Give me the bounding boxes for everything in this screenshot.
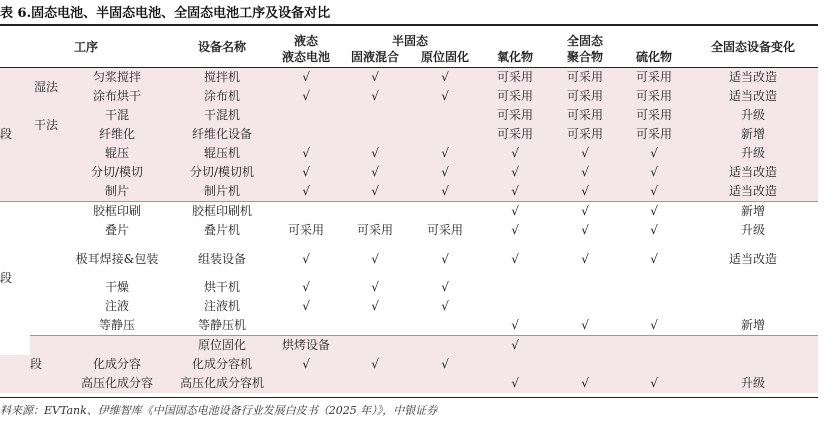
table-cell: √ bbox=[650, 251, 658, 266]
table-cell: √ bbox=[302, 299, 310, 313]
table-cell bbox=[620, 355, 688, 374]
header-change: 全固态设备变化 bbox=[711, 40, 796, 54]
table-cell: 化成分容机 bbox=[172, 355, 272, 374]
table-cell: √ bbox=[581, 318, 589, 332]
stage-back: 段 bbox=[30, 336, 62, 394]
table-cell bbox=[620, 278, 688, 297]
table-cell: 分切/模切机 bbox=[172, 163, 272, 182]
table-cell bbox=[480, 278, 550, 297]
method-empty bbox=[0, 374, 30, 393]
table-cell: 新增 bbox=[688, 125, 818, 144]
method-empty bbox=[30, 144, 62, 163]
table-cell: 匀浆搅拌 bbox=[62, 68, 172, 87]
top-rule bbox=[0, 24, 818, 26]
stage-front: 段 bbox=[0, 68, 30, 202]
header-allsolid-top: 全固态 bbox=[567, 34, 604, 48]
table-cell: √ bbox=[480, 144, 550, 163]
header-semi-mix: 固液混合 bbox=[351, 50, 400, 64]
table-cell: 涂布机 bbox=[172, 87, 272, 106]
table-cell: √ bbox=[340, 68, 410, 87]
table-cell: 可采用 bbox=[620, 68, 688, 87]
table-cell: 升级 bbox=[688, 106, 818, 125]
table-cell bbox=[340, 125, 410, 144]
table-cell: 叠片 bbox=[105, 223, 130, 237]
table-cell: √ bbox=[410, 355, 480, 374]
method-empty bbox=[0, 355, 30, 374]
table-cell bbox=[688, 278, 818, 297]
table-cell: 可采用 bbox=[357, 223, 394, 237]
table-cell: 制片机 bbox=[172, 182, 272, 202]
method-empty bbox=[30, 182, 62, 202]
method-wet: 湿法 bbox=[30, 68, 62, 106]
header-semi-insitu: 原位固化 bbox=[421, 50, 470, 64]
table-cell: 可采用 bbox=[288, 223, 325, 237]
table-cell bbox=[620, 297, 688, 316]
table-cell: √ bbox=[410, 87, 480, 106]
table-cell bbox=[410, 374, 480, 393]
header-liquid-top: 液态 bbox=[294, 34, 319, 48]
table-cell bbox=[410, 336, 480, 356]
stage-middle: 段 bbox=[0, 202, 30, 356]
table-cell: 胶框印刷 bbox=[62, 202, 172, 222]
table-cell: 干燥 bbox=[105, 280, 130, 294]
table-cell: 叠片机 bbox=[204, 223, 241, 237]
table-cell: √ bbox=[272, 163, 340, 182]
header-empty bbox=[620, 27, 688, 49]
table-cell: 纤维化设备 bbox=[172, 125, 272, 144]
table-cell: 搅拌机 bbox=[172, 68, 272, 87]
table-cell: √ bbox=[340, 144, 410, 163]
table-cell bbox=[688, 297, 818, 316]
table-cell bbox=[340, 202, 410, 222]
method-empty bbox=[30, 202, 62, 222]
table-cell bbox=[272, 106, 340, 125]
table-cell bbox=[480, 355, 550, 374]
table-cell bbox=[340, 336, 410, 356]
method-dry: 干法 bbox=[30, 106, 62, 144]
table-cell: √ bbox=[480, 163, 550, 182]
method-empty bbox=[30, 297, 62, 316]
table-cell: 可采用 bbox=[480, 125, 550, 144]
table-cell: √ bbox=[511, 318, 519, 332]
table-cell bbox=[550, 297, 620, 316]
table-cell: 干混 bbox=[62, 106, 172, 125]
table-cell: √ bbox=[441, 251, 449, 266]
method-empty bbox=[30, 163, 62, 182]
table-cell: √ bbox=[480, 202, 550, 222]
table-cell: √ bbox=[272, 68, 340, 87]
table-cell: √ bbox=[371, 251, 379, 266]
table-cell: √ bbox=[340, 87, 410, 106]
table-cell bbox=[410, 202, 480, 222]
table-cell bbox=[620, 336, 688, 356]
table-cell bbox=[340, 316, 410, 336]
table-cell bbox=[410, 106, 480, 125]
table-cell: √ bbox=[441, 280, 449, 294]
table-cell: √ bbox=[302, 280, 310, 294]
table-cell: 纤维化 bbox=[62, 125, 172, 144]
table-cell: √ bbox=[302, 251, 310, 266]
table-cell: √ bbox=[620, 144, 688, 163]
table-cell: 化成分容 bbox=[62, 355, 172, 374]
table-cell: 可采用 bbox=[480, 87, 550, 106]
table-cell: 等静压 bbox=[99, 318, 136, 332]
table-cell: √ bbox=[480, 182, 550, 202]
table-cell bbox=[550, 278, 620, 297]
method-empty bbox=[30, 240, 62, 278]
table-cell: 等静压机 bbox=[198, 318, 247, 332]
method-empty bbox=[30, 316, 62, 336]
table-cell: 可采用 bbox=[550, 87, 620, 106]
table-cell: √ bbox=[550, 144, 620, 163]
table-cell: 新增 bbox=[688, 202, 818, 222]
table-cell: 升级 bbox=[688, 144, 818, 163]
bottom-rule bbox=[0, 397, 818, 398]
table-cell: √ bbox=[340, 182, 410, 202]
table-cell: 适当改造 bbox=[729, 251, 778, 266]
table-cell: √ bbox=[410, 144, 480, 163]
table-cell: √ bbox=[480, 374, 550, 393]
table-cell bbox=[272, 125, 340, 144]
method-empty bbox=[62, 336, 172, 356]
table-cell bbox=[688, 336, 818, 356]
table-cell: 可采用 bbox=[550, 68, 620, 87]
table-cell: 适当改造 bbox=[688, 87, 818, 106]
table-cell: √ bbox=[581, 223, 589, 237]
table-cell: 可采用 bbox=[620, 87, 688, 106]
table-cell: 制片 bbox=[62, 182, 172, 202]
table-cell: 辊压 bbox=[62, 144, 172, 163]
table-cell: 可采用 bbox=[550, 106, 620, 125]
table-cell bbox=[550, 336, 620, 356]
table-cell: √ bbox=[272, 144, 340, 163]
table-cell: 可采用 bbox=[620, 125, 688, 144]
table-cell bbox=[688, 355, 818, 374]
table-cell: 注液机 bbox=[204, 299, 241, 313]
table-cell: √ bbox=[581, 251, 589, 266]
table-cell: 适当改造 bbox=[688, 163, 818, 182]
table-cell: √ bbox=[650, 318, 658, 332]
table-cell: √ bbox=[272, 182, 340, 202]
table-cell: 干混机 bbox=[172, 106, 272, 125]
table-cell: √ bbox=[410, 163, 480, 182]
table-cell bbox=[480, 297, 550, 316]
header-equipment: 设备名称 bbox=[198, 40, 247, 54]
header-semi-top: 半固态 bbox=[392, 34, 429, 48]
table-cell: 分切/模切 bbox=[62, 163, 172, 182]
table-cell: √ bbox=[272, 355, 340, 374]
table-cell: 可采用 bbox=[427, 223, 464, 237]
table-cell: 原位固化 bbox=[172, 336, 272, 356]
table-cell: 胶框印刷机 bbox=[172, 202, 272, 222]
table-cell: √ bbox=[511, 251, 519, 266]
table-cell: √ bbox=[410, 182, 480, 202]
table-cell bbox=[272, 202, 340, 222]
table-cell: √ bbox=[340, 163, 410, 182]
table-cell: √ bbox=[620, 182, 688, 202]
method-empty bbox=[30, 221, 62, 240]
source-note: 料来源：EVTank、伊维智库《中国固态电池设备行业发展白皮书（2025 年）》，中银证券 bbox=[0, 404, 438, 417]
table-cell: 可采用 bbox=[620, 106, 688, 125]
table-cell: √ bbox=[480, 336, 550, 356]
table-cell: 可采用 bbox=[480, 106, 550, 125]
table-cell: √ bbox=[620, 163, 688, 182]
header-oxide: 氧化物 bbox=[497, 50, 534, 64]
table-cell bbox=[340, 106, 410, 125]
table-cell: √ bbox=[550, 163, 620, 182]
table-cell: √ bbox=[620, 374, 688, 393]
table-cell: √ bbox=[550, 374, 620, 393]
table-cell: √ bbox=[511, 223, 519, 237]
table-cell: √ bbox=[340, 355, 410, 374]
table-cell: 适当改造 bbox=[688, 68, 818, 87]
table-cell: 烘烤设备 bbox=[272, 336, 340, 356]
table-cell: 可采用 bbox=[480, 68, 550, 87]
table-cell bbox=[340, 374, 410, 393]
header-process: 工序 bbox=[74, 40, 99, 54]
table-cell: √ bbox=[371, 299, 379, 313]
table-cell: 极耳焊接&包装 bbox=[75, 252, 159, 266]
table-title: 表 6.固态电池、半固态电池、全固态电池工序及设备对比 bbox=[0, 6, 331, 21]
table-cell: 高压化成分容 bbox=[62, 374, 172, 393]
table-cell: √ bbox=[441, 299, 449, 313]
header-sulfide: 硫化物 bbox=[636, 50, 673, 64]
table-cell bbox=[272, 316, 340, 336]
table-cell: 辊压机 bbox=[172, 144, 272, 163]
table-cell: √ bbox=[620, 202, 688, 222]
table-cell bbox=[550, 355, 620, 374]
table-cell: 新增 bbox=[741, 318, 766, 332]
table-cell: 可采用 bbox=[550, 125, 620, 144]
table-cell: 适当改造 bbox=[688, 182, 818, 202]
table-cell: 涂布烘干 bbox=[62, 87, 172, 106]
table-cell: √ bbox=[272, 87, 340, 106]
table-cell: √ bbox=[650, 223, 658, 237]
table-cell bbox=[410, 316, 480, 336]
comparison-table bbox=[0, 27, 818, 393]
method-empty bbox=[30, 278, 62, 297]
table-cell: √ bbox=[550, 202, 620, 222]
table-cell: 高压化成分容机 bbox=[172, 374, 272, 393]
table-cell: 组装设备 bbox=[198, 251, 247, 266]
table-cell: 升级 bbox=[688, 374, 818, 393]
header-polymer: 聚合物 bbox=[567, 50, 604, 64]
table-cell: √ bbox=[410, 68, 480, 87]
table-cell: 升级 bbox=[741, 223, 766, 237]
table-cell bbox=[272, 374, 340, 393]
table-cell: √ bbox=[550, 182, 620, 202]
header-liquid: 液态电池 bbox=[282, 50, 331, 64]
table-cell bbox=[410, 125, 480, 144]
table-cell: 烘干机 bbox=[204, 280, 241, 294]
table-cell: √ bbox=[371, 280, 379, 294]
header-empty bbox=[480, 27, 550, 49]
table-cell: 注液 bbox=[105, 299, 130, 313]
